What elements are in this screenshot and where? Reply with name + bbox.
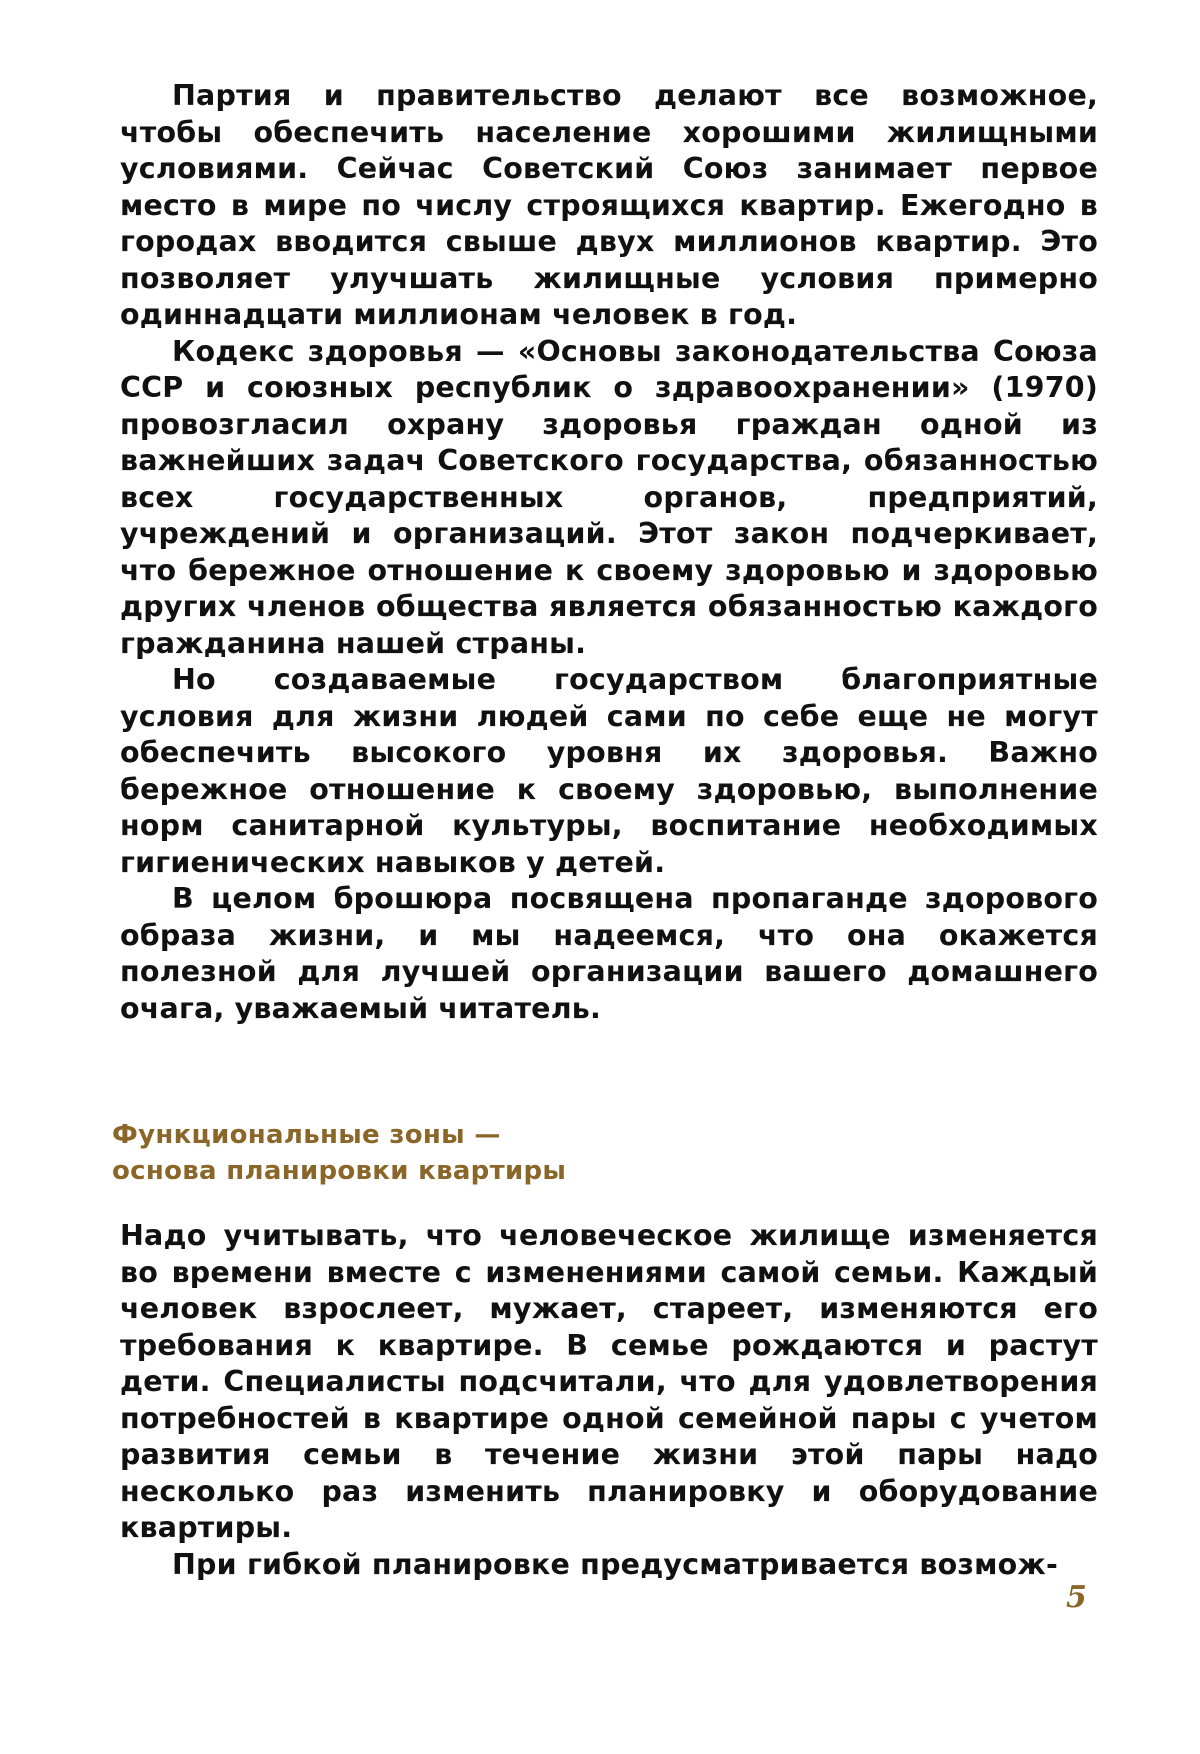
paragraph-dwelling-changes: Надо учитывать, что человеческое жилище изменяется во времени вместе с изменениями самой семьи. Каждый человек взрослеет, мужает, стареет, изменяются его требования к квартире. В семье рождаются и растут дети. Специалисты подсчитали, что для удовлетворения потребностей в квартире одной семейной пары с учетом развития семьи в течение жизни этой пары надо несколько раз изменить планировку и оборудование квартиры. bbox=[120, 1219, 1098, 1544]
paragraph-health-code: Кодекс здоровья — «Основы законодательства Союза ССР и союзных республик о здравоохранении» (1970) провозгласил охрану здоровья граждан одной из важнейших задач Советского государства, обязанностью всех государственных органов, предприятий, учреждений и организаций. Этот закон подчеркивает, что бережное отношение к своему здоровью и здоровью других членов общества является обязанностью каждого гражданина нашей страны. bbox=[120, 334, 1098, 660]
paragraph-brochure-purpose: В целом брошюра посвящена пропаганде здорового образа жизни, и мы надеемся, что она окажется полезной для лучшей организации вашего домашнего очага, уважаемый читатель. bbox=[120, 882, 1098, 1025]
paragraph-flexible-planning: При гибкой планировке предусматривается возмож- bbox=[172, 1547, 1058, 1581]
page-number: 5 bbox=[1066, 1580, 1087, 1615]
section-heading bbox=[112, 1117, 812, 1189]
section-heading-line-2: основа планировки квартиры bbox=[112, 1156, 567, 1186]
intro-text-block bbox=[120, 78, 1098, 1027]
paragraph-living-conditions: Но создаваемые государством благоприятные условия для жизни людей сами по себе еще не могут обеспечить высокого уровня их здоровья. Важно бережное отношение к своему здоровью, выполнение норм санитарной культуры, воспитание необходимых гигиенических навыков у детей. bbox=[120, 663, 1098, 879]
section-text-block bbox=[120, 1218, 1098, 1583]
section-heading-line-1: Функциональные зоны — bbox=[112, 1120, 501, 1150]
paragraph-party-housing: Партия и правительство делают все возможное, чтобы обеспечить население хорошими жилищными условиями. Сейчас Советский Союз занимает первое место в мире по числу строящихся квартир. Ежегодно в городах вводится свыше двух миллионов квартир. Это позволяет улучшать жилищные условия примерно одиннадцати миллионам человек в год. bbox=[120, 79, 1098, 331]
